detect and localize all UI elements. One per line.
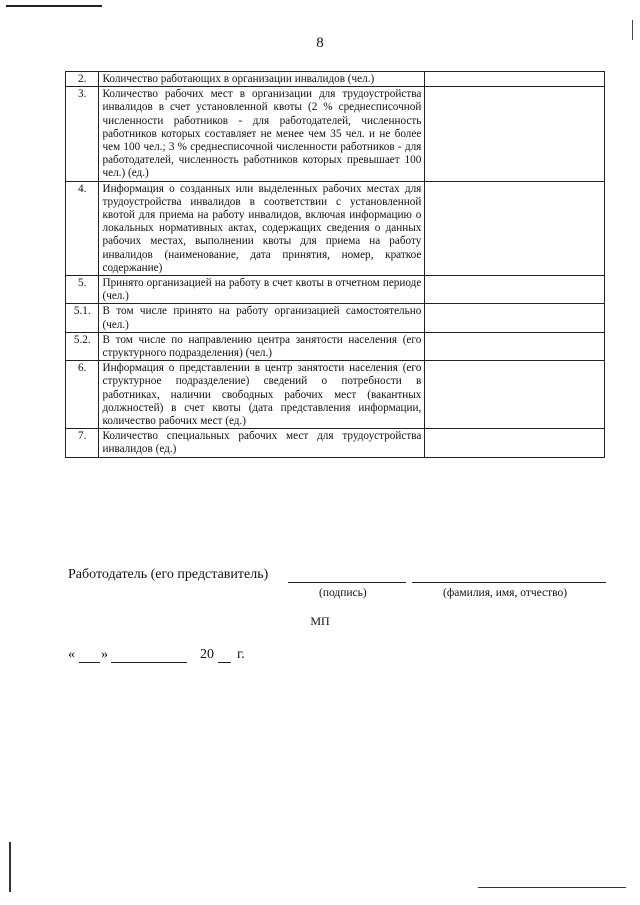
table-row [66, 304, 605, 332]
row-description: Принято организацией на работу в счет квоты в отчетном периоде (чел.) [99, 276, 425, 304]
full-name-caption: (фамилия, имя, отчество) [443, 587, 568, 599]
row-value-cell[interactable] [425, 361, 605, 429]
date-close-quote: » [101, 647, 108, 662]
table-row [66, 276, 605, 304]
date-month-field[interactable] [111, 662, 187, 663]
row-number: 5.1. [66, 304, 99, 332]
row-description: Информация о представлении в центр занятости населения (его структурное подразделение) сведений о потребности в работниках, наличии свободных рабочих мест (вакантных должностей) в счет квоты (дата представления информации, количество рабочих мест (ед.) [99, 361, 425, 429]
row-value-cell[interactable] [425, 332, 605, 360]
scan-artifact-bottom [478, 887, 626, 888]
row-number: 2. [66, 72, 99, 87]
table-row [66, 87, 605, 181]
row-number: 4. [66, 181, 99, 275]
row-value-cell[interactable] [425, 72, 605, 87]
row-value-cell[interactable] [425, 181, 605, 275]
signature-caption: (подпись) [319, 587, 367, 599]
row-value-cell[interactable] [425, 429, 605, 457]
row-number: 5.2. [66, 332, 99, 360]
row-number: 5. [66, 276, 99, 304]
report-table [65, 71, 605, 458]
row-number: 3. [66, 87, 99, 181]
scan-artifact-left [9, 842, 11, 892]
table-row [66, 181, 605, 275]
full-name-field[interactable] [412, 582, 606, 583]
table-row [66, 332, 605, 360]
row-number: 6. [66, 361, 99, 429]
table-row [66, 72, 605, 87]
date-year-prefix: 20 [200, 647, 214, 662]
row-value-cell[interactable] [425, 304, 605, 332]
date-year-field[interactable] [218, 662, 231, 663]
signature-field[interactable] [288, 582, 406, 583]
table-row [66, 429, 605, 457]
row-description: В том числе по направлению центра занятости населения (его структурного подразделения) (чел.) [99, 332, 425, 360]
date-day-field[interactable] [79, 662, 100, 663]
employer-label: Работодатель (его представитель) [68, 567, 269, 582]
row-number: 7. [66, 429, 99, 457]
page-number: 8 [316, 35, 324, 51]
scan-artifact-top [6, 5, 102, 7]
date-year-suffix: г. [237, 647, 245, 662]
row-value-cell[interactable] [425, 276, 605, 304]
row-description: Количество рабочих мест в организации для трудоустройства инвалидов в счет установленной квоты (2 % среднесписочной численности работников - для работодателей, численность работников которых составляет не менее чем 35 чел. и не более чем 100 чел.; 3 % среднесписочной численности работников - для работодателей, численность работников которых превышает 100 чел.) (ед.) [99, 87, 425, 181]
row-description: Количество работающих в организации инвалидов (чел.) [99, 72, 425, 87]
stamp-place-label: МП [310, 614, 330, 628]
row-description: Количество специальных рабочих мест для трудоустройства инвалидов (ед.) [99, 429, 425, 457]
date-open-quote: « [68, 647, 75, 662]
row-description: Информация о созданных или выделенных рабочих местах для трудоустройства инвалидов в соответствии с установленной квотой для приема на работу инвалидов, включая информацию о локальных нормативных актах, содержащих сведения о данных рабочих местах, выполнении квоты для приема на работу инвалидов (наименование, дата принятия, номер, краткое содержание) [99, 181, 425, 275]
table-row [66, 361, 605, 429]
row-value-cell[interactable] [425, 87, 605, 181]
row-description: В том числе принято на работу организацией самостоятельно (чел.) [99, 304, 425, 332]
